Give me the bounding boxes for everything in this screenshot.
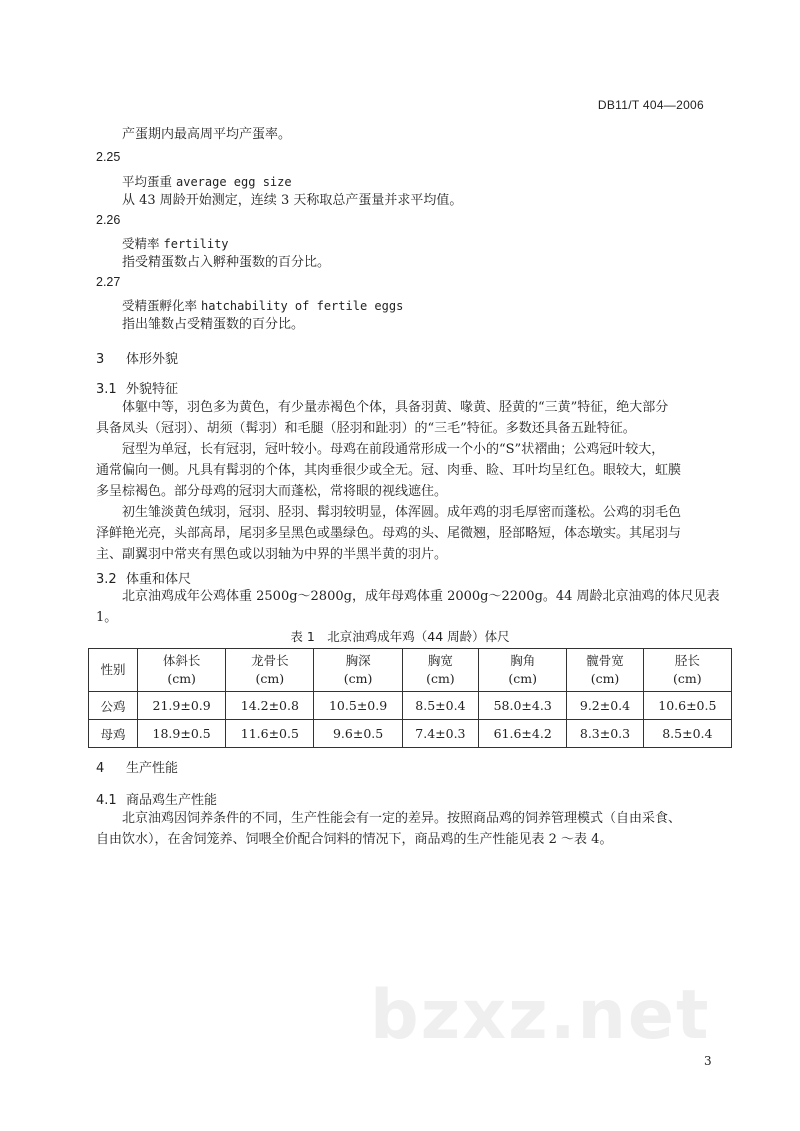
column-header: 体斜长 (cm) <box>138 649 226 692</box>
standard-code: DB11/T 404—2006 <box>597 98 704 112</box>
row-label: 母鸡 <box>89 720 138 748</box>
definition-2-26: 指受精蛋数占入孵种蛋数的百分比。 <box>122 255 331 270</box>
paragraph-3-1-b <box>96 439 736 502</box>
section-3-1-heading <box>96 378 178 397</box>
paragraph-line: 主、副翼羽中常夹有黑色或以羽轴为中界的半黑半黄的羽片。 <box>96 547 448 562</box>
section-4-heading <box>96 757 178 776</box>
section-title: 体重和体尺 <box>126 572 192 587</box>
table-cell: 8.5±0.4 <box>643 720 731 748</box>
paragraph-line: 北京油鸡因饲养条件的不同，生产性能会有一定的差异。按照商品鸡的饲养管理模式（自由采食、 <box>122 811 682 826</box>
table-corner-header: 性别 <box>89 649 138 692</box>
section-number: 4 <box>96 761 105 776</box>
paragraph-line: 冠型为单冠，长有冠羽，冠叶较小。母鸡在前段通常形成一个小的“S”状褶曲；公鸡冠叶较大， <box>122 442 665 457</box>
table-cell: 18.9±0.5 <box>138 720 226 748</box>
table-cell: 9.2±0.4 <box>567 692 643 720</box>
table-cell: 9.6±0.5 <box>314 720 402 748</box>
clause-number-2-26: 2.26 <box>96 213 121 227</box>
column-header: 胸角 (cm) <box>479 649 567 692</box>
paragraph-line: 自由饮水），在舍饲笼养、饲喂全价配合饲料的情况下，商品鸡的生产性能见表 2 ～表 4。 <box>96 832 613 847</box>
definition-2-25: 从 43 周龄开始测定，连续 3 天称取总产蛋量并求平均值。 <box>122 193 463 208</box>
table-cell: 8.5±0.4 <box>402 692 478 720</box>
term-en: fertility <box>163 237 229 251</box>
table-1-body-measurements <box>88 648 732 748</box>
paragraph-line: 体躯中等，羽色多为黄色，有少量赤褐色个体，具备羽黄、喙黄、胫黄的“三黄”特征，绝大部分 <box>122 400 669 415</box>
term-cn: 平均蛋重 <box>122 174 173 189</box>
table-row <box>89 692 732 720</box>
table-1-caption: 表 1 北京油鸡成年鸡（44 周龄）体尺 <box>290 629 510 644</box>
section-3-heading <box>96 348 178 367</box>
section-number: 3 <box>96 352 105 367</box>
section-3-2-heading <box>96 568 191 587</box>
section-number: 3.2 <box>96 572 117 587</box>
term-2-25 <box>122 172 292 190</box>
paragraph-line: 北京油鸡成年公鸡体重 2500g～2800g，成年母鸡体重 2000g～2200g。44 周龄北京油鸡的体尺见表 <box>122 589 720 604</box>
row-label: 公鸡 <box>89 692 138 720</box>
section-title: 外貌特征 <box>126 382 179 397</box>
paragraph-4-1 <box>96 808 736 850</box>
paragraph-line: 多呈棕褐色。部分母鸡的冠羽大而蓬松，常将眼的视线遮住。 <box>96 484 448 499</box>
paragraph-3-1-a <box>96 397 736 439</box>
paragraph-line: 泽鲜艳光亮，头部高昂，尾羽多呈黑色或墨绿色。母鸡的头、尾微翘，胫部略短，体态墩实。其尾羽与 <box>96 526 682 541</box>
term-en: hatchability of fertile eggs <box>201 299 404 313</box>
table-row <box>89 720 732 748</box>
page-number: 3 <box>704 1054 712 1068</box>
term-cn: 受精蛋孵化率 <box>122 298 198 313</box>
column-header: 胸深 (cm) <box>314 649 402 692</box>
table-cell: 58.0±4.3 <box>479 692 567 720</box>
table-cell: 61.6±4.2 <box>479 720 567 748</box>
table-cell: 8.3±0.3 <box>567 720 643 748</box>
section-title: 生产性能 <box>126 761 179 776</box>
paragraph-line: 通常偏向一侧。凡具有髯羽的个体，其肉垂很少或全无。冠、肉垂、睑、耳叶均呈红色。眼较大，虹膜 <box>96 463 682 478</box>
previous-definition-text: 产蛋期内最高周平均产蛋率。 <box>122 127 292 142</box>
table-header-row <box>89 649 732 692</box>
table-cell: 7.4±0.3 <box>402 720 478 748</box>
paragraph-3-2 <box>96 586 736 628</box>
column-header: 胫长 (cm) <box>643 649 731 692</box>
section-number: 4.1 <box>96 793 117 808</box>
table-cell: 14.2±0.8 <box>226 692 314 720</box>
column-header: 髋骨宽 (cm) <box>567 649 643 692</box>
section-number: 3.1 <box>96 382 117 397</box>
column-header: 胸宽 (cm) <box>402 649 478 692</box>
table-cell: 21.9±0.9 <box>138 692 226 720</box>
table-cell: 10.5±0.9 <box>314 692 402 720</box>
term-2-27 <box>122 296 403 314</box>
term-en: average egg size <box>176 175 292 189</box>
paragraph-line: 具备凤头（冠羽）、胡须（髯羽）和毛腿（胫羽和趾羽）的“三毛”特征。多数还具备五趾特征。 <box>96 421 636 436</box>
term-cn: 受精率 <box>122 236 160 251</box>
term-2-26 <box>122 234 229 252</box>
clause-number-2-27: 2.27 <box>96 275 121 289</box>
watermark-text: bzxz.net <box>370 976 711 1055</box>
section-4-1-heading <box>96 789 217 808</box>
clause-number-2-25: 2.25 <box>96 150 121 164</box>
paragraph-line: 初生雏淡黄色绒羽，冠羽、胫羽、髯羽较明显，体浑圆。成年鸡的羽毛厚密而蓬松。公鸡的羽毛色 <box>122 505 682 520</box>
table-cell: 10.6±0.5 <box>643 692 731 720</box>
column-header: 龙骨长 (cm) <box>226 649 314 692</box>
table-cell: 11.6±0.5 <box>226 720 314 748</box>
paragraph-3-1-c <box>96 502 736 565</box>
paragraph-line: 1。 <box>96 610 118 625</box>
section-title: 商品鸡生产性能 <box>126 793 218 808</box>
section-title: 体形外貌 <box>126 352 179 367</box>
definition-2-27: 指出雏数占受精蛋数的百分比。 <box>122 317 305 332</box>
